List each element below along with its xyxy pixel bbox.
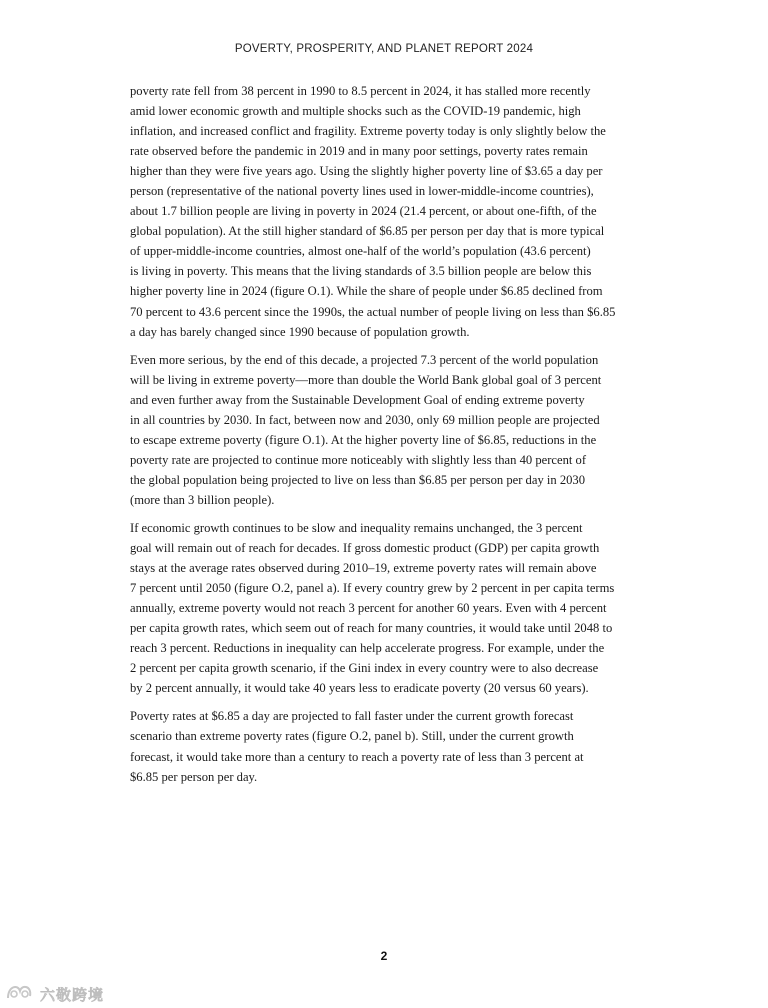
body-text [130, 81, 642, 795]
text-line: amid lower economic growth and multiple shocks such as the COVID-19 pandemic, high [130, 104, 581, 119]
text-line: $6.85 per person per day. [130, 769, 258, 784]
paragraph [130, 350, 642, 510]
text-line: rate observed before the pandemic in 2019 and in many poor settings, poverty rates remain [130, 144, 588, 159]
text-line: inflation, and increased conflict and fragility. Extreme poverty today is only slightly below the [130, 124, 606, 139]
running-header: POVERTY, PROSPERITY, AND PLANET REPORT 2024 [234, 43, 534, 55]
text-line: is living in poverty. This means that the living standards of 3.5 billion people are below this [130, 264, 592, 279]
text-line: in all countries by 2030. In fact, between now and 2030, only 69 million people are projected [130, 412, 600, 427]
text-line: person (representative of the national poverty lines used in lower-middle-income countries), [130, 184, 594, 199]
text-line: a day has barely changed since 1990 because of population growth. [130, 324, 470, 339]
text-line: about 1.7 billion people are living in poverty in 2024 (21.4 percent, or about one-fifth, of the [130, 204, 597, 219]
text-line: reach 3 percent. Reductions in inequality can help accelerate progress. For example, under the [130, 641, 605, 656]
text-line: goal will remain out of reach for decades. If gross domestic product (GDP) per capita growth [130, 541, 600, 556]
text-line: per capita growth rates, which seem out of reach for many countries, it would take until 2048 to [130, 621, 613, 636]
paragraph [130, 81, 642, 342]
text-line: Even more serious, by the end of this decade, a projected 7.3 percent of the world population [130, 352, 599, 367]
text-line: 2 percent per capita growth scenario, if the Gini index in every country were to also decrease [130, 661, 599, 676]
text-line: and even further away from the Sustainable Development Goal of ending extreme poverty [130, 392, 585, 407]
text-line: will be living in extreme poverty—more than double the World Bank global goal of 3 percent [130, 372, 602, 387]
text-line: (more than 3 billion people). [130, 492, 275, 507]
text-line: by 2 percent annually, it would take 40 years less to eradicate poverty (20 versus 60 years). [130, 681, 589, 696]
text-line: the global population being projected to live on less than $6.85 per person per day in 2030 [130, 472, 586, 487]
text-line: higher poverty line in 2024 (figure O.1). While the share of people under $6.85 declined from [130, 284, 603, 299]
text-line: If economic growth continues to be slow and inequality remains unchanged, the 3 percent [130, 520, 583, 535]
watermark [6, 982, 104, 1007]
text-line: global population). At the still higher standard of $6.85 per person per day that is more typical [130, 224, 605, 239]
text-line: 7 percent until 2050 (figure O.2, panel a). If every country grew by 2 percent in per capita terms [130, 581, 615, 596]
text-line: poverty rate fell from 38 percent in 1990 to 8.5 percent in 2024, it has stalled more recently [130, 84, 591, 98]
text-line: of upper-middle-income countries, almost one-half of the world’s population (43.6 percent) [130, 244, 591, 259]
text-line: to escape extreme poverty (figure O.1). At the higher poverty line of $6.85, reductions in the [130, 432, 597, 447]
text-line: annually, extreme poverty would not reach 3 percent for another 60 years. Even with 4 percent [130, 601, 607, 616]
text-line: poverty rate are projected to continue more noticeably with slightly less than 40 percent of [130, 452, 587, 467]
text-line: Poverty rates at $6.85 a day are projected to fall faster under the current growth forecast [130, 709, 574, 724]
text-line: forecast, it would take more than a century to reach a poverty rate of less than 3 percent at [130, 749, 584, 764]
text-line: stays at the average rates observed during 2010–19, extreme poverty rates will remain above [130, 561, 597, 576]
watermark-text: 六敬跨境 [40, 986, 105, 1004]
paragraph [130, 706, 642, 786]
watermark-logo-icon [6, 982, 36, 1007]
text-line: scenario than extreme poverty rates (figure O.2, panel b). Still, under the current growth [130, 729, 574, 744]
text-line: 70 percent to 43.6 percent since the 1990s, the actual number of people living on less than $6.85 [130, 304, 616, 319]
text-line: higher than they were five years ago. Using the slightly higher poverty line of $3.65 a day per [130, 164, 603, 179]
paragraph [130, 518, 642, 698]
page-number: 2 [380, 949, 388, 963]
